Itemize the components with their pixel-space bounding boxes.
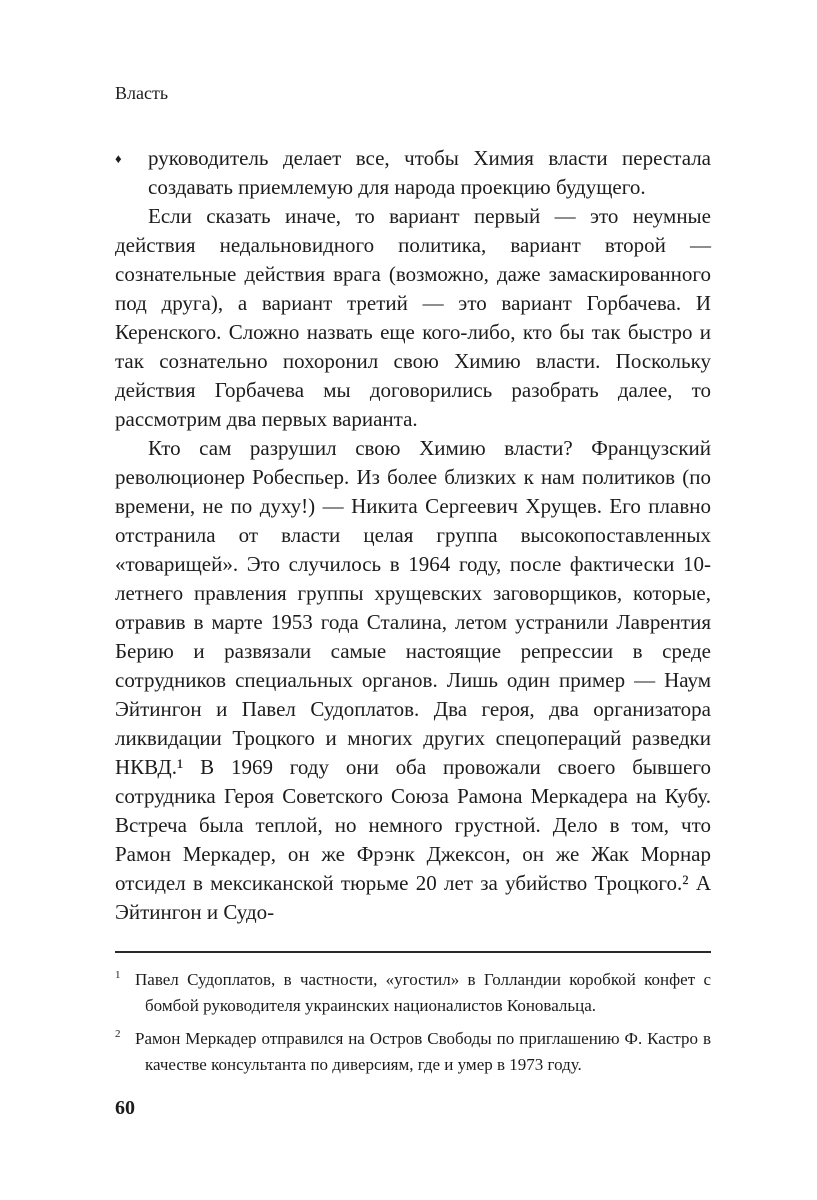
bullet-text: руководитель делает все, чтобы Химия власти перестала создавать приемлемую для народа проекцию будущего. [148, 146, 711, 199]
footnote-text: Рамон Меркадер отправился на Остров Свободы по приглашению Ф. Кастро в качестве консультанта по диверсиям, где и умер в 1973 году. [135, 1029, 711, 1074]
footnote: 1 Павел Судоплатов, в частности, «угостил» в Голландии коробкой конфет с бомбой руководителя украинских националистов Коновальца. [115, 969, 711, 1015]
footnote-separator [115, 951, 711, 953]
running-header: Власть [115, 83, 169, 103]
body-paragraph: Если сказать иначе, то вариант первый — это неумные действия недальновидного политика, вариант второй — сознательные действия врага (возможно, даже замаскированного под друга), а вариант третий — это вариант Горбачева. И Керенского. Сложно назвать еще кого-либо, кто бы так быстро и так сознательно похоронил свою Химию власти. Поскольку действия Горбачева мы договорились разобрать далее, то рассмотрим два первых варианта. [115, 204, 711, 431]
bullet-item [115, 144, 711, 202]
footnote-text: Павел Судоплатов, в частности, «угостил» в Голландии коробкой конфет с бомбой руководителя украинских националистов Коновальца. [135, 970, 711, 1015]
diamond-bullet-icon: ♦ [115, 151, 122, 166]
footnotes-section [115, 951, 711, 1078]
footnote: 2 Рамон Меркадер отправился на Остров Свободы по приглашению Ф. Кастро в качестве консультанта по диверсиям, где и умер в 1973 году. [115, 1028, 711, 1074]
body-paragraph: Кто сам разрушил свою Химию власти? Французский революционер Робеспьер. Из более близких к нам политиков (по времени, не по духу!) — Никита Сергеевич Хрущев. Его плавно отстранила от власти целая группа высокопоставленных «товарищей». Это случилось в 1964 году, после фактически 10-летнего правления группы хрущевских заговорщиков, которые, отравив в марте 1953 года Сталина, летом устранили Лаврентия Берию и развязали самые настоящие репрессии в среде сотрудников специальных органов. Лишь один пример — Наум Эйтингон и Павел Судоплатов. Два героя, два организатора ликвидации Троцкого и многих других спецопераций разведки НКВД.¹ В 1969 году они оба провожали своего бывшего сотрудника Героя Советского Союза Рамона Меркадера на Кубу. Встреча была теплой, но немного грустной. Дело в том, что Рамон Меркадер, он же Фрэнк Джексон, он же Жак Морнар отсидел в мексиканской тюрьме 20 лет за убийство Троцкого.² А Эйтингон и Судо- [115, 436, 711, 924]
page-number: 60 [115, 1097, 135, 1119]
page-content [115, 144, 711, 927]
